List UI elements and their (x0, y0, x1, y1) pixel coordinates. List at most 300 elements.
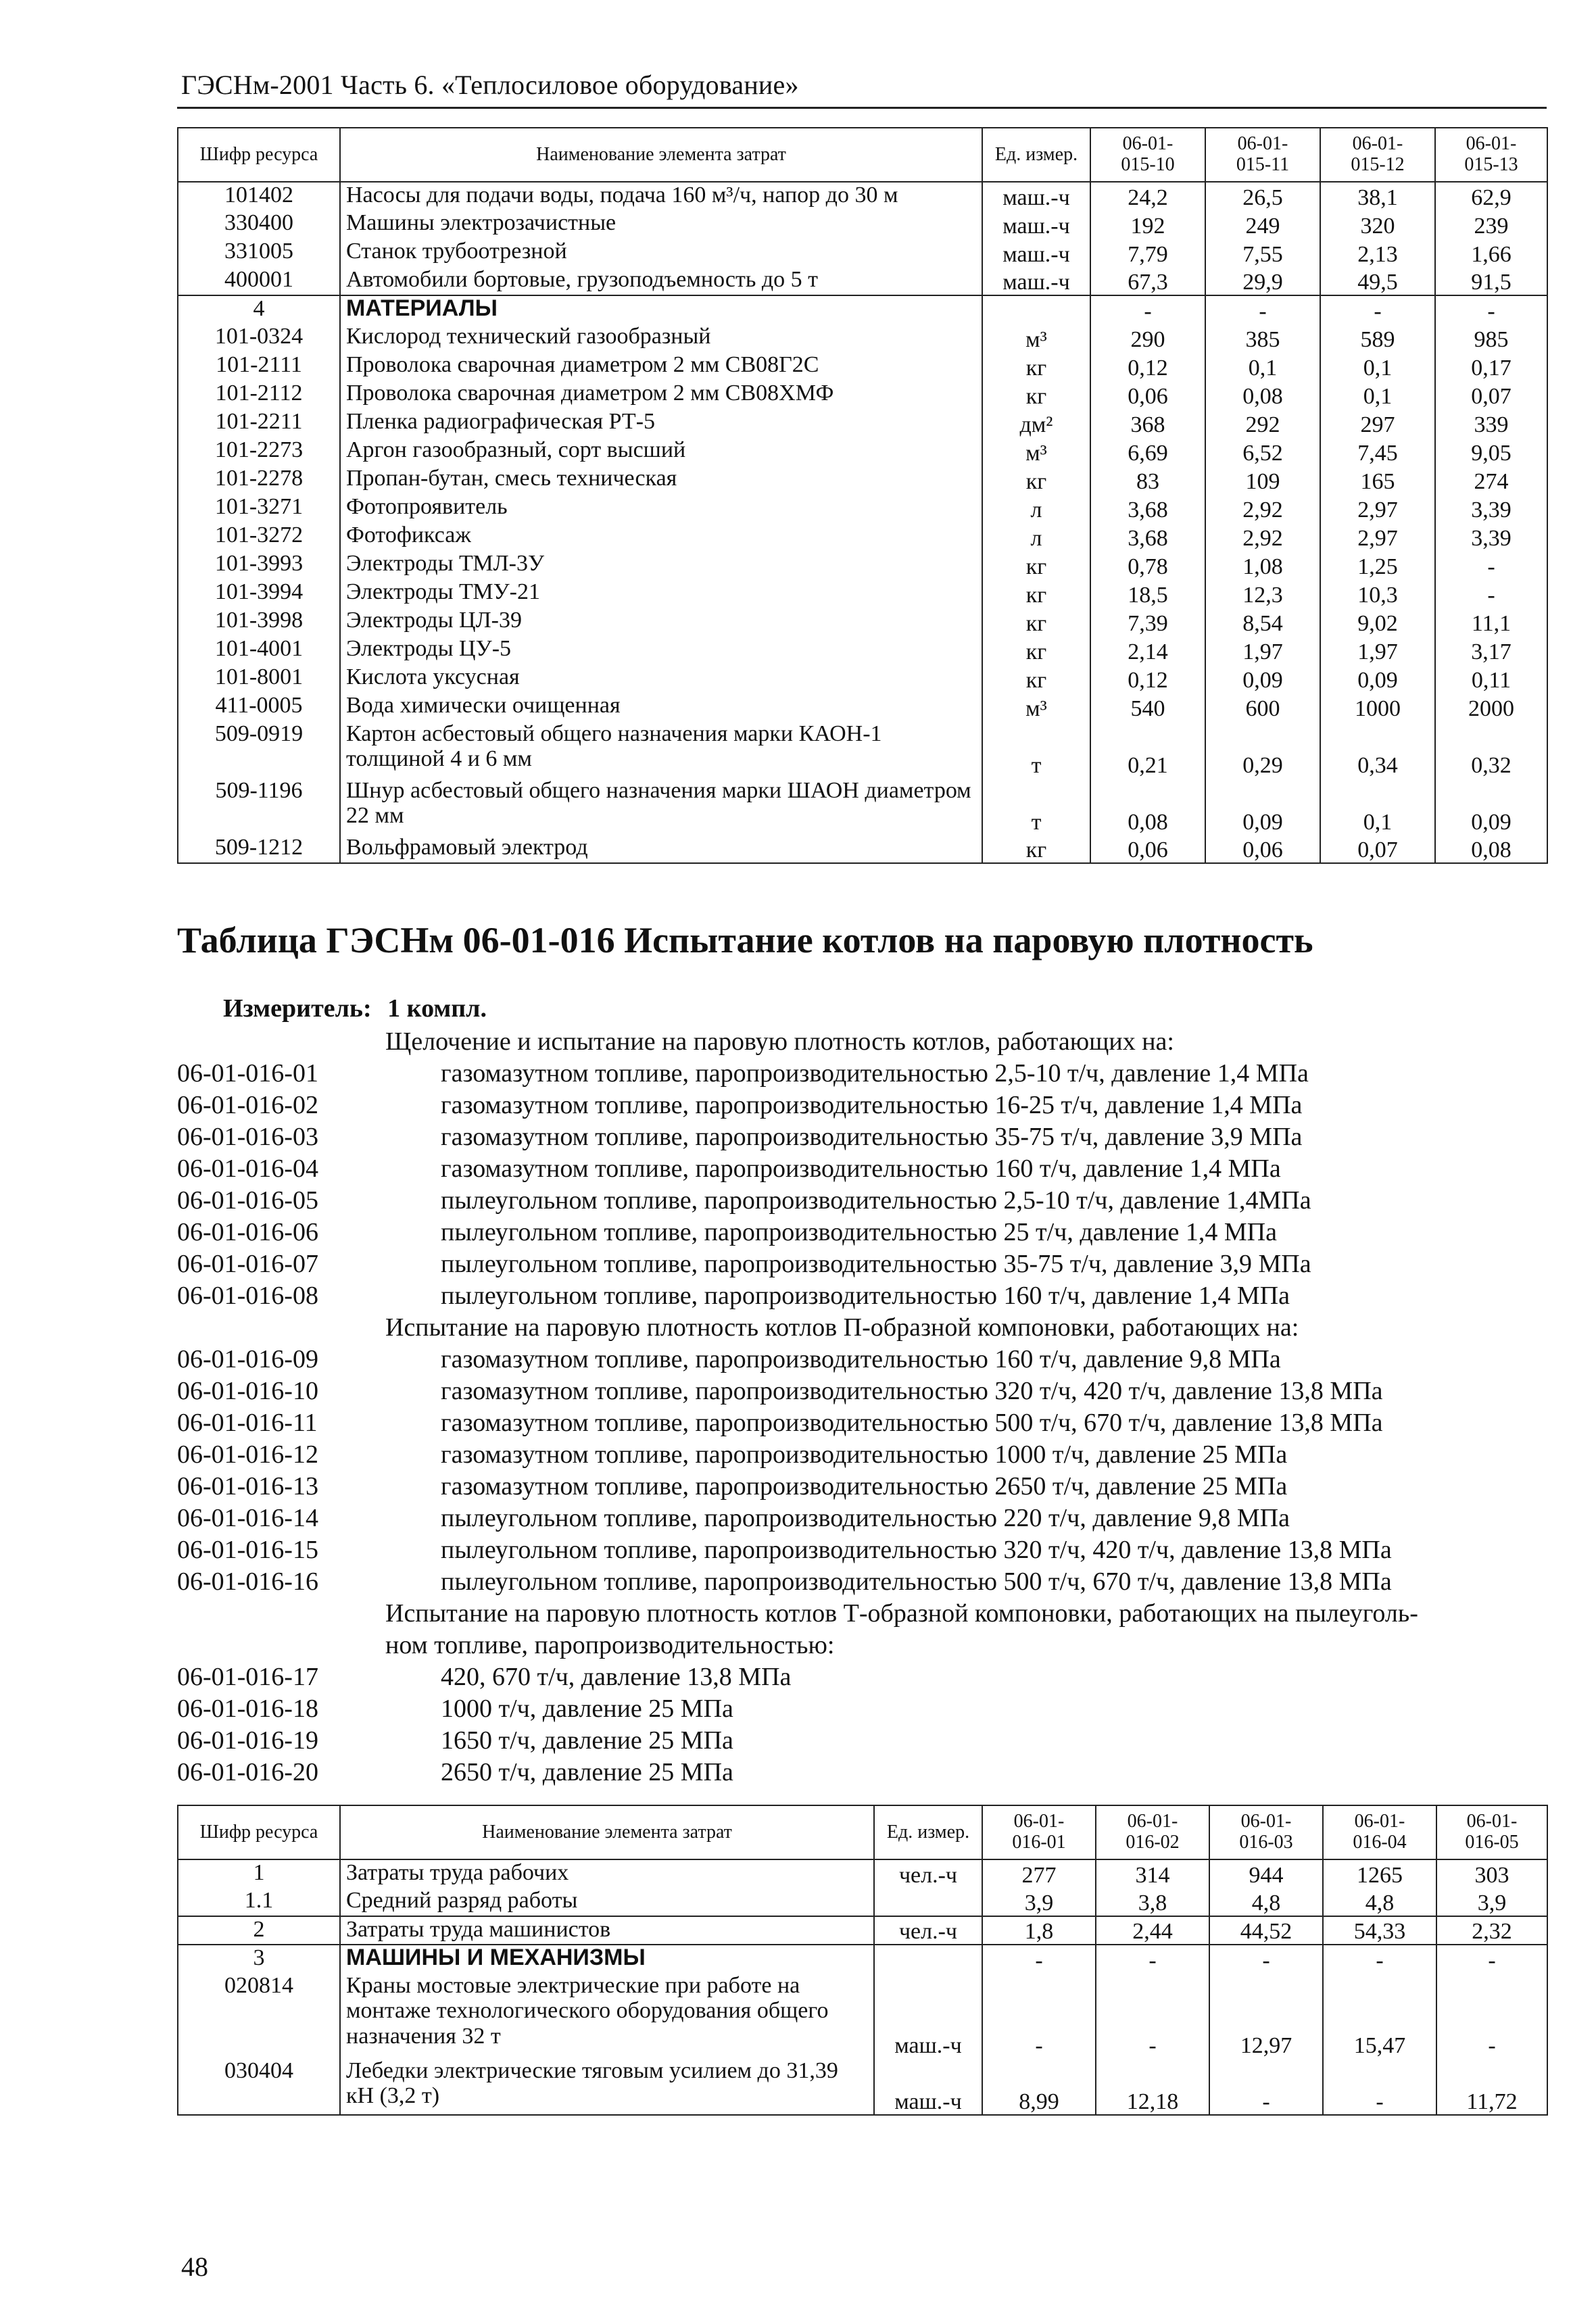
value-cell: 2,92 (1205, 522, 1320, 551)
unit-cell: кг (982, 579, 1090, 608)
table-row (178, 721, 1547, 778)
resource-name-cell: Краны мостовые электрические при работе на монтаже технологического оборудования общего назначения 32 т (340, 1973, 874, 2058)
resource-name-cell: МАТЕРИАЛЫ (340, 295, 982, 324)
value-cell: 44,52 (1209, 1916, 1323, 1945)
resource-code-cell: 101-3993 (178, 551, 340, 579)
value-cell: 0,34 (1320, 721, 1435, 778)
resource-code-cell: 331005 (178, 239, 340, 267)
value-cell: 0,21 (1090, 721, 1205, 778)
work-item-text: 420, 670 т/ч, давление 13,8 МПа (441, 1663, 792, 1691)
resource-code-cell: 101402 (178, 182, 340, 210)
work-item-code: 06-01-016-20 (177, 1758, 318, 1786)
work-item-code: 06-01-016-03 (177, 1123, 318, 1151)
value-cell: 0,06 (1090, 381, 1205, 409)
value-cell: 0,09 (1205, 664, 1320, 693)
value-cell: 0,08 (1090, 778, 1205, 835)
value-cell: - (1436, 1945, 1547, 1973)
table-row (178, 494, 1547, 522)
work-item-code: 06-01-016-04 (177, 1154, 318, 1183)
value-cell: 12,3 (1205, 579, 1320, 608)
value-cell: 2000 (1435, 693, 1547, 721)
table-row (178, 778, 1547, 835)
table-row (178, 267, 1547, 295)
value-cell: 6,69 (1090, 437, 1205, 466)
unit-cell: кг (982, 466, 1090, 494)
table-row (178, 182, 1547, 210)
value-cell: 7,45 (1320, 437, 1435, 466)
resource-code-cell: 2 (178, 1916, 340, 1945)
table-row (178, 1973, 1547, 2058)
value-cell: 0,12 (1090, 664, 1205, 693)
meter-label: Измеритель: (223, 994, 372, 1023)
resource-name-cell: Электроды ЦУ-5 (340, 636, 982, 664)
value-cell: 2,92 (1205, 494, 1320, 522)
value-cell: 83 (1090, 466, 1205, 494)
work-item-text: газомазутном топливе, паропроизводительностью 320 т/ч, 420 т/ч, давление 13,8 МПа (441, 1377, 1383, 1405)
value-cell: 54,33 (1323, 1916, 1436, 1945)
unit-cell: маш.-ч (982, 267, 1090, 295)
value-cell: 15,47 (1323, 1973, 1436, 2058)
value-cell: 29,9 (1205, 267, 1320, 295)
resource-code-cell: 101-2112 (178, 381, 340, 409)
table-row (178, 295, 1547, 324)
column-header: Ед. измер. (874, 1805, 982, 1859)
resource-name-cell: Проволока сварочная диаметром 2 мм СВ08Г2С (340, 352, 982, 381)
work-item-text: Испытание на паровую плотность котлов Т-образной компоновки, работающих на пылеуголь- (385, 1599, 1418, 1628)
value-cell: 314 (1096, 1859, 1209, 1888)
value-cell: 49,5 (1320, 267, 1435, 295)
work-item-code: 06-01-016-13 (177, 1472, 318, 1501)
column-header: 06-01- 015-13 (1435, 128, 1547, 182)
work-item-code: 06-01-016-14 (177, 1504, 318, 1532)
column-header: Ед. измер. (982, 128, 1090, 182)
resource-code-cell: 101-2211 (178, 409, 340, 437)
resource-name-cell: Машины электрозачистные (340, 210, 982, 239)
column-header: 06-01- 016-05 (1436, 1805, 1547, 1859)
value-cell: 0,12 (1090, 352, 1205, 381)
value-cell: 3,9 (1436, 1888, 1547, 1916)
table-row (178, 693, 1547, 721)
unit-cell: м³ (982, 437, 1090, 466)
value-cell: 91,5 (1435, 267, 1547, 295)
value-cell: 8,54 (1205, 608, 1320, 636)
resource-name-cell: Электроды ТМЛ-3У (340, 551, 982, 579)
work-item-text: газомазутном топливе, паропроизводительностью 35-75 т/ч, давление 3,9 МПа (441, 1123, 1303, 1151)
unit-cell (874, 1888, 982, 1916)
value-cell: 165 (1320, 466, 1435, 494)
resource-name-cell: Автомобили бортовые, грузоподъемность до 5 т (340, 267, 982, 295)
column-header: 06-01- 016-01 (982, 1805, 1096, 1859)
work-item-code: 06-01-016-16 (177, 1567, 318, 1596)
value-cell: - (1323, 1945, 1436, 1973)
value-cell: 192 (1090, 210, 1205, 239)
table-row (178, 1888, 1547, 1916)
table-row (178, 409, 1547, 437)
work-item-text: пылеугольном топливе, паропроизводительностью 220 т/ч, давление 9,8 МПа (441, 1504, 1290, 1532)
value-cell: - (1209, 1945, 1323, 1973)
column-header: Наименование элемента затрат (340, 128, 982, 182)
work-item-text: ном топливе, паропроизводительностью: (385, 1631, 835, 1659)
value-cell: 292 (1205, 409, 1320, 437)
column-header: 06-01- 015-11 (1205, 128, 1320, 182)
table-row (178, 1916, 1547, 1945)
value-cell: 6,52 (1205, 437, 1320, 466)
resource-name-cell: Пропан-бутан, смесь техническая (340, 466, 982, 494)
unit-cell: маш.-ч (874, 2058, 982, 2115)
table-row (178, 522, 1547, 551)
unit-cell (874, 1945, 982, 1973)
value-cell: 0,07 (1320, 835, 1435, 863)
value-cell: 0,08 (1205, 381, 1320, 409)
resource-name-cell: Фотофиксаж (340, 522, 982, 551)
work-item-code: 06-01-016-06 (177, 1218, 318, 1246)
unit-cell: кг (982, 636, 1090, 664)
work-item-text: 2650 т/ч, давление 25 МПа (441, 1758, 733, 1786)
resource-code-cell: 101-3998 (178, 608, 340, 636)
resource-code-cell: 1.1 (178, 1888, 340, 1916)
work-item-code: 06-01-016-12 (177, 1440, 318, 1469)
unit-cell: л (982, 522, 1090, 551)
resource-code-cell: 101-3994 (178, 579, 340, 608)
value-cell: 7,55 (1205, 239, 1320, 267)
work-item-code: 06-01-016-11 (177, 1409, 318, 1437)
resource-name-cell: Аргон газообразный, сорт высший (340, 437, 982, 466)
resource-code-cell: 509-1196 (178, 778, 340, 835)
resource-code-cell: 101-3272 (178, 522, 340, 551)
table-row (178, 381, 1547, 409)
resource-code-cell: 101-8001 (178, 664, 340, 693)
value-cell: 274 (1435, 466, 1547, 494)
value-cell: 1000 (1320, 693, 1435, 721)
unit-cell: м³ (982, 693, 1090, 721)
column-header: Наименование элемента затрат (340, 1805, 874, 1859)
work-item-text: пылеугольном топливе, паропроизводительностью 320 т/ч, 420 т/ч, давление 13,8 МПа (441, 1536, 1392, 1564)
resource-name-cell: Станок трубоотрезной (340, 239, 982, 267)
unit-cell: кг (982, 608, 1090, 636)
resource-name-cell: Кислота уксусная (340, 664, 982, 693)
work-item-text: газомазутном топливе, паропроизводительностью 500 т/ч, 670 т/ч, давление 13,8 МПа (441, 1409, 1383, 1437)
unit-cell: л (982, 494, 1090, 522)
value-cell: 303 (1436, 1859, 1547, 1888)
value-cell: 0,08 (1435, 835, 1547, 863)
value-cell: 540 (1090, 693, 1205, 721)
value-cell: 385 (1205, 324, 1320, 352)
resource-table-015 (177, 127, 1548, 864)
unit-cell: м³ (982, 324, 1090, 352)
value-cell: 0,07 (1435, 381, 1547, 409)
resource-code-cell: 330400 (178, 210, 340, 239)
table-title: Таблица ГЭСНм 06-01-016 Испытание котлов на паровую плотность (177, 920, 1313, 960)
value-cell: 3,39 (1435, 522, 1547, 551)
value-cell: 589 (1320, 324, 1435, 352)
work-item-code: 06-01-016-18 (177, 1695, 318, 1723)
unit-cell: дм² (982, 409, 1090, 437)
resource-code-cell: 1 (178, 1859, 340, 1888)
value-cell: - (1323, 2058, 1436, 2115)
unit-cell: маш.-ч (982, 239, 1090, 267)
value-cell: 239 (1435, 210, 1547, 239)
resource-name-cell: Насосы для подачи воды, подача 160 м³/ч, напор до 30 м (340, 182, 982, 210)
value-cell: 0,29 (1205, 721, 1320, 778)
table-row (178, 835, 1547, 863)
column-header: Шифр ресурса (178, 1805, 340, 1859)
work-item-code: 06-01-016-01 (177, 1059, 318, 1088)
value-cell: 1,97 (1205, 636, 1320, 664)
value-cell: 7,39 (1090, 608, 1205, 636)
value-cell: 11,1 (1435, 608, 1547, 636)
work-item-text: пылеугольном топливе, паропроизводительностью 160 т/ч, давление 1,4 МПа (441, 1282, 1290, 1310)
work-item-text: 1650 т/ч, давление 25 МПа (441, 1726, 733, 1755)
work-item-code: 06-01-016-09 (177, 1345, 318, 1373)
value-cell: 3,68 (1090, 494, 1205, 522)
unit-cell: кг (982, 352, 1090, 381)
table-row (178, 579, 1547, 608)
value-cell: 9,05 (1435, 437, 1547, 466)
resource-code-cell: 101-2273 (178, 437, 340, 466)
value-cell: - (1096, 1973, 1209, 2058)
value-cell: - (1436, 1973, 1547, 2058)
page-number: 48 (181, 2251, 208, 2282)
resource-name-cell: Лебедки электрические тяговым усилием до 31,39 кН (3,2 т) (340, 2058, 874, 2115)
resource-table-016 (177, 1805, 1548, 2116)
value-cell: - (1096, 1945, 1209, 1973)
value-cell: 3,68 (1090, 522, 1205, 551)
table-row (178, 466, 1547, 494)
value-cell: - (1090, 295, 1205, 324)
value-cell: - (1205, 295, 1320, 324)
column-header: 06-01- 016-02 (1096, 1805, 1209, 1859)
value-cell: 3,17 (1435, 636, 1547, 664)
value-cell: 18,5 (1090, 579, 1205, 608)
column-header: 06-01- 015-10 (1090, 128, 1205, 182)
value-cell: 24,2 (1090, 182, 1205, 210)
value-cell: 1,25 (1320, 551, 1435, 579)
column-header: Шифр ресурса (178, 128, 340, 182)
value-cell: 600 (1205, 693, 1320, 721)
unit-cell: чел.-ч (874, 1859, 982, 1888)
value-cell: 62,9 (1435, 182, 1547, 210)
value-cell: - (1435, 579, 1547, 608)
header-rule (177, 107, 1547, 109)
value-cell: 4,8 (1323, 1888, 1436, 1916)
value-cell: 368 (1090, 409, 1205, 437)
resource-code-cell: 4 (178, 295, 340, 324)
value-cell: 1,97 (1320, 636, 1435, 664)
work-item-text: пылеугольном топливе, паропроизводительностью 25 т/ч, давление 1,4 МПа (441, 1218, 1277, 1246)
value-cell: 297 (1320, 409, 1435, 437)
value-cell: 38,1 (1320, 182, 1435, 210)
table-header-row (178, 128, 1547, 182)
resource-name-cell: Затраты труда машинистов (340, 1916, 874, 1945)
resource-name-cell: Шнур асбестовый общего назначения марки ШАОН диаметром 22 мм (340, 778, 982, 835)
resource-code-cell: 101-3271 (178, 494, 340, 522)
unit-cell: т (982, 721, 1090, 778)
value-cell: 0,09 (1320, 664, 1435, 693)
resource-name-cell: Вольфрамовый электрод (340, 835, 982, 863)
value-cell: 8,99 (982, 2058, 1096, 2115)
value-cell: 249 (1205, 210, 1320, 239)
unit-cell: маш.-ч (874, 1973, 982, 2058)
value-cell: 12,18 (1096, 2058, 1209, 2115)
column-header: 06-01- 015-12 (1320, 128, 1435, 182)
resource-name-cell: Затраты труда рабочих (340, 1859, 874, 1888)
value-cell: 320 (1320, 210, 1435, 239)
value-cell: - (1209, 2058, 1323, 2115)
value-cell: - (1435, 295, 1547, 324)
work-item-text: Испытание на паровую плотность котлов П-образной компоновки, работающих на: (385, 1313, 1299, 1342)
value-cell: 7,79 (1090, 239, 1205, 267)
value-cell: 1,66 (1435, 239, 1547, 267)
resource-name-cell: Электроды ТМУ-21 (340, 579, 982, 608)
work-item-text: газомазутном топливе, паропроизводительностью 2,5-10 т/ч, давление 1,4 МПа (441, 1059, 1309, 1088)
work-item-code: 06-01-016-15 (177, 1536, 318, 1564)
table-row (178, 551, 1547, 579)
unit-cell: маш.-ч (982, 210, 1090, 239)
value-cell: - (982, 1973, 1096, 2058)
table-header-row (178, 1805, 1547, 1859)
resource-code-cell: 411-0005 (178, 693, 340, 721)
value-cell: 12,97 (1209, 1973, 1323, 2058)
table-row (178, 324, 1547, 352)
work-item-code: 06-01-016-10 (177, 1377, 318, 1405)
work-item-text: Щелочение и испытание на паровую плотность котлов, работающих на: (385, 1027, 1174, 1056)
table-row (178, 636, 1547, 664)
table-row (178, 2058, 1547, 2115)
value-cell: 3,9 (982, 1888, 1096, 1916)
value-cell: 10,3 (1320, 579, 1435, 608)
value-cell: 1,8 (982, 1916, 1096, 1945)
value-cell: 11,72 (1436, 2058, 1547, 2115)
unit-cell: кг (982, 381, 1090, 409)
value-cell: 0,32 (1435, 721, 1547, 778)
resource-name-cell: Электроды ЦЛ-39 (340, 608, 982, 636)
value-cell: 3,8 (1096, 1888, 1209, 1916)
value-cell: 277 (982, 1859, 1096, 1888)
work-item-code: 06-01-016-05 (177, 1186, 318, 1215)
resource-name-cell: Проволока сварочная диаметром 2 мм СВ08ХМФ (340, 381, 982, 409)
resource-code-cell: 030404 (178, 2058, 340, 2115)
value-cell: 2,14 (1090, 636, 1205, 664)
meter-line (223, 994, 487, 1023)
unit-cell: кг (982, 551, 1090, 579)
value-cell: 0,06 (1090, 835, 1205, 863)
work-item-text: газомазутном топливе, паропроизводительностью 1000 т/ч, давление 25 МПа (441, 1440, 1288, 1469)
table-row (178, 437, 1547, 466)
value-cell: 0,1 (1320, 381, 1435, 409)
meter-value: 1 компл. (387, 994, 487, 1023)
value-cell: 2,13 (1320, 239, 1435, 267)
value-cell: 0,06 (1205, 835, 1320, 863)
resource-code-cell: 101-2278 (178, 466, 340, 494)
resource-name-cell: МАШИНЫ И МЕХАНИЗМЫ (340, 1945, 874, 1973)
work-item-code: 06-01-016-02 (177, 1091, 318, 1119)
resource-code-cell: 101-2111 (178, 352, 340, 381)
value-cell: 985 (1435, 324, 1547, 352)
work-item-code: 06-01-016-19 (177, 1726, 318, 1755)
column-header: 06-01- 016-03 (1209, 1805, 1323, 1859)
resource-code-cell: 101-0324 (178, 324, 340, 352)
resource-code-cell: 101-4001 (178, 636, 340, 664)
work-item-text: пылеугольном топливе, паропроизводительностью 2,5-10 т/ч, давление 1,4МПа (441, 1186, 1311, 1215)
work-item-code: 06-01-016-17 (177, 1663, 318, 1691)
unit-cell: кг (982, 835, 1090, 863)
work-item-text: газомазутном топливе, паропроизводительностью 160 т/ч, давление 9,8 МПа (441, 1345, 1281, 1373)
unit-cell: т (982, 778, 1090, 835)
value-cell: 0,1 (1205, 352, 1320, 381)
value-cell: 0,78 (1090, 551, 1205, 579)
value-cell: 1265 (1323, 1859, 1436, 1888)
work-item-text: пылеугольном топливе, паропроизводительностью 500 т/ч, 670 т/ч, давление 13,8 МПа (441, 1567, 1392, 1596)
value-cell: 339 (1435, 409, 1547, 437)
value-cell: 67,3 (1090, 267, 1205, 295)
resource-code-cell: 3 (178, 1945, 340, 1973)
work-item-text: газомазутном топливе, паропроизводительностью 16-25 т/ч, давление 1,4 МПа (441, 1091, 1303, 1119)
table-row (178, 608, 1547, 636)
table-row (178, 210, 1547, 239)
table-row (178, 239, 1547, 267)
unit-cell: кг (982, 664, 1090, 693)
resource-name-cell: Пленка радиографическая РТ-5 (340, 409, 982, 437)
running-title: ГЭСНм-2001 Часть 6. «Теплосиловое оборудование» (181, 70, 799, 100)
value-cell: - (982, 1945, 1096, 1973)
work-item-text: 1000 т/ч, давление 25 МПа (441, 1695, 733, 1723)
unit-cell: маш.-ч (982, 182, 1090, 210)
resource-code-cell: 509-0919 (178, 721, 340, 778)
value-cell: 0,11 (1435, 664, 1547, 693)
value-cell: 290 (1090, 324, 1205, 352)
value-cell: - (1435, 551, 1547, 579)
value-cell: 1,08 (1205, 551, 1320, 579)
value-cell: 0,09 (1205, 778, 1320, 835)
resource-name-cell: Фотопроявитель (340, 494, 982, 522)
value-cell: 4,8 (1209, 1888, 1323, 1916)
resource-code-cell: 400001 (178, 267, 340, 295)
table-row (178, 664, 1547, 693)
work-item-text: газомазутном топливе, паропроизводительностью 160 т/ч, давление 1,4 МПа (441, 1154, 1281, 1183)
resource-name-cell: Кислород технический газообразный (340, 324, 982, 352)
resource-name-cell: Картон асбестовый общего назначения марки КАОН-1 толщиной 4 и 6 мм (340, 721, 982, 778)
resource-name-cell: Вода химически очищенная (340, 693, 982, 721)
table-row (178, 352, 1547, 381)
work-item-text: газомазутном топливе, паропроизводительностью 2650 т/ч, давление 25 МПа (441, 1472, 1288, 1501)
value-cell: 2,97 (1320, 494, 1435, 522)
resource-name-cell: Средний разряд работы (340, 1888, 874, 1916)
value-cell: 0,17 (1435, 352, 1547, 381)
value-cell: 109 (1205, 466, 1320, 494)
work-item-code: 06-01-016-08 (177, 1282, 318, 1310)
table-row (178, 1859, 1547, 1888)
unit-cell (982, 295, 1090, 324)
value-cell: 3,39 (1435, 494, 1547, 522)
value-cell: 2,97 (1320, 522, 1435, 551)
value-cell: 0,1 (1320, 352, 1435, 381)
value-cell: 26,5 (1205, 182, 1320, 210)
value-cell: 0,1 (1320, 778, 1435, 835)
value-cell: 9,02 (1320, 608, 1435, 636)
work-item-text: пылеугольном топливе, паропроизводительностью 35-75 т/ч, давление 3,9 МПа (441, 1250, 1311, 1278)
resource-code-cell: 509-1212 (178, 835, 340, 863)
work-item-code: 06-01-016-07 (177, 1250, 318, 1278)
value-cell: - (1320, 295, 1435, 324)
resource-code-cell: 020814 (178, 1973, 340, 2058)
value-cell: 2,32 (1436, 1916, 1547, 1945)
column-header: 06-01- 016-04 (1323, 1805, 1436, 1859)
table-row (178, 1945, 1547, 1973)
unit-cell: чел.-ч (874, 1916, 982, 1945)
value-cell: 944 (1209, 1859, 1323, 1888)
value-cell: 0,09 (1435, 778, 1547, 835)
value-cell: 2,44 (1096, 1916, 1209, 1945)
